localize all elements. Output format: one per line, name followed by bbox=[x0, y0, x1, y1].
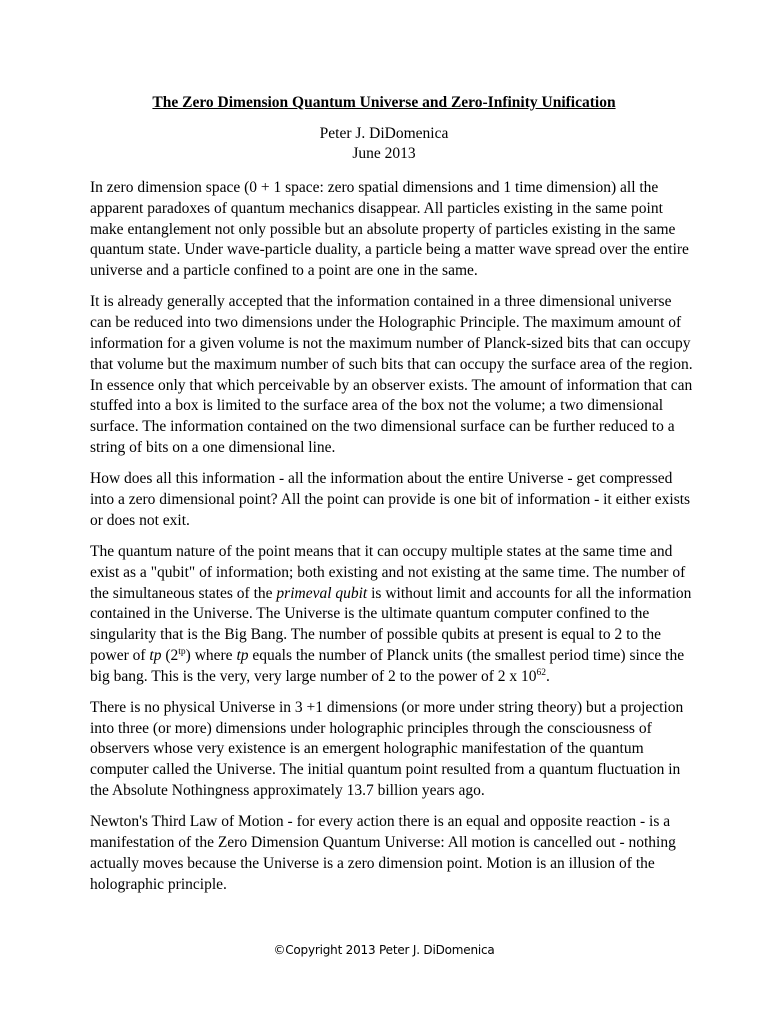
paragraph-1 bbox=[90, 178, 689, 282]
superscript-62: 62 bbox=[536, 667, 547, 678]
paragraph-6 bbox=[90, 812, 682, 895]
text-line: In essence only that which perceivable by an observer exists. The amount of information that can bbox=[90, 376, 693, 394]
text-line: There is no physical Universe in 3 +1 dimensions (or more under string theory) but a projection bbox=[90, 698, 684, 716]
text-line: Newton's Third Law of Motion - for every action there is an equal and opposite reaction - is a bbox=[90, 813, 671, 831]
text-line: can be reduced into two dimensions under the Holographic Principle. The maximum amount of bbox=[90, 314, 682, 332]
text-line: observers whose very existence is an emergent holographic manifestation of the quantum bbox=[90, 740, 644, 758]
text-line: How does all this information - all the information about the entire Universe - get compressed bbox=[90, 470, 673, 488]
text-fragment: (2 bbox=[161, 646, 179, 664]
text-line: or does not exit. bbox=[90, 511, 190, 529]
document-body bbox=[90, 178, 693, 906]
paragraph-3 bbox=[90, 469, 691, 531]
text-line: The quantum nature of the point means that it can occupy multiple states at the same time and bbox=[90, 542, 673, 560]
text-line: surface. The information contained on the two dimensional surface can be further reduced to a bbox=[90, 418, 675, 436]
text-line: universe and a particle confined to a point are one in the same. bbox=[90, 262, 478, 280]
document-title: The Zero Dimension Quantum Universe and Zero-Infinity Unification bbox=[152, 94, 616, 111]
text-line: quantum state. Under wave-particle duality, a particle being a matter wave spread over the entire bbox=[90, 241, 689, 259]
text-line: holographic principle. bbox=[90, 875, 227, 893]
emphasis-tp: tp bbox=[149, 646, 162, 664]
text-line: computer called the Universe. The initial quantum point resulted from a quantum fluctuation in bbox=[90, 761, 681, 779]
superscript-tp: tp bbox=[178, 646, 186, 657]
text-line: make entanglement not only possible but an absolute property of particles existing in the same bbox=[90, 220, 676, 238]
text-line: into a zero dimensional point? All the point can provide is one bit of information - it either exists bbox=[90, 490, 691, 508]
text-line: information for a given volume is not the maximum number of Planck-sized bits that can occupy bbox=[90, 334, 691, 352]
text-line: In zero dimension space (0 + 1 space: zero spatial dimensions and 1 time dimension) all the bbox=[90, 179, 659, 196]
text-fragment: power of bbox=[90, 646, 150, 664]
paragraph-5 bbox=[90, 698, 682, 802]
text-fragment: ) where bbox=[185, 646, 237, 664]
text-line: singularity that is the Big Bang. The number of possible qubits at present is equal to 2 to the bbox=[90, 626, 661, 644]
text-line: It is already generally accepted that the information contained in a three dimensional universe bbox=[90, 293, 672, 311]
document-date: June 2013 bbox=[352, 145, 416, 162]
paragraph-4 bbox=[90, 542, 692, 688]
emphasis-tp: tp bbox=[236, 646, 249, 664]
text-line bbox=[90, 646, 685, 667]
text-fragment: the simultaneous states of the bbox=[90, 584, 277, 602]
text-fragment: big bang. This is the very, very large number of 2 to the power of 2 x 10 bbox=[90, 667, 537, 685]
text-line bbox=[90, 584, 692, 605]
text-line bbox=[90, 667, 682, 688]
text-line: the Absolute Nothingness approximately 13.7 billion years ago. bbox=[90, 782, 485, 800]
text-fragment: is without limit and accounts for all the information bbox=[367, 584, 692, 602]
paragraph-2 bbox=[90, 292, 693, 458]
copyright-footer: ©Copyright 2013 Peter J. DiDomenica bbox=[273, 943, 495, 957]
text-line: into three (or more) dimensions under holographic principles through the consciousness of bbox=[90, 719, 652, 737]
text-line: apparent paradoxes of quantum mechanics disappear. All particles existing in the same point bbox=[90, 199, 663, 217]
emphasis-primeval-qubit: primeval qubit bbox=[276, 584, 368, 602]
text-fragment: . bbox=[546, 667, 550, 685]
text-line: that volume but the maximum number of such bits that can occupy the surface area of the region. bbox=[90, 355, 693, 373]
text-line: actually moves because the Universe is a zero dimension point. Motion is an illusion of the bbox=[90, 854, 655, 872]
text-line: manifestation of the Zero Dimension Quantum Universe: All motion is cancelled out - nothing bbox=[90, 834, 676, 852]
text-line: stuffed into a box is limited to the surface area of the box not the volume; a two dimensional bbox=[90, 397, 664, 415]
text-line: exist as a "qubit" of information; both existing and not existing at the same time. The number of bbox=[90, 563, 686, 581]
text-fragment: equals the number of Planck units (the smallest period time) since the bbox=[248, 646, 685, 664]
text-line: contained in the Universe. The Universe is the ultimate quantum computer confined to the bbox=[90, 605, 650, 623]
text-line: string of bits on a one dimensional line. bbox=[90, 438, 336, 456]
document-author: Peter J. DiDomenica bbox=[319, 125, 449, 142]
